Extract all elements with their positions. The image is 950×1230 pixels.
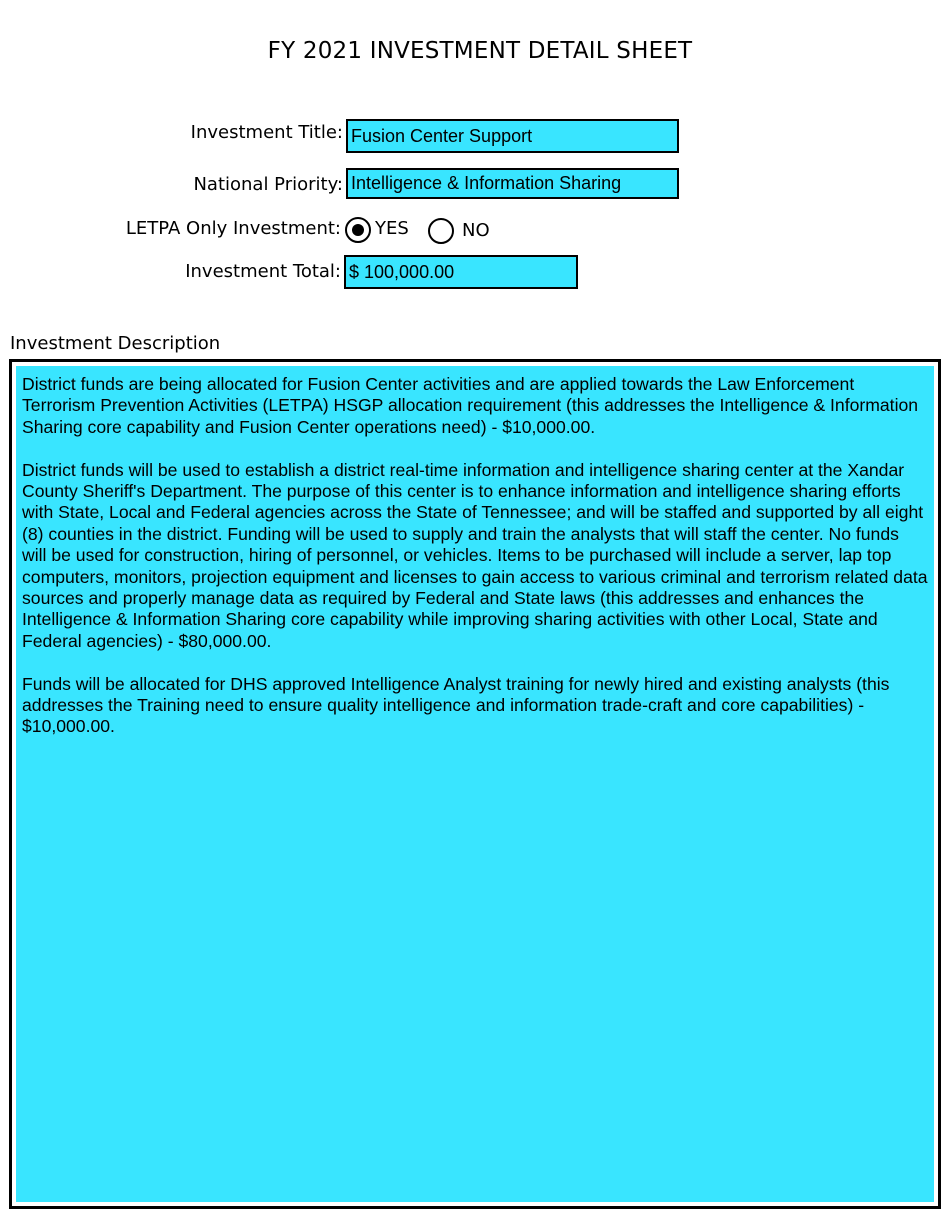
- investment-title-field[interactable]: Fusion Center Support: [346, 119, 679, 153]
- letpa-no-label: NO: [462, 220, 490, 241]
- investment-description-textarea[interactable]: [16, 366, 934, 1202]
- description-paragraph: Funds will be allocated for DHS approved Intelligence Analyst training for newly hired and existing analysts (this addresses the Training need to ensure quality intelligence and information trade-craft and core capabilities) - $10,000.00.: [22, 673, 890, 737]
- investment-description-box: [9, 359, 941, 1209]
- investment-description-label: Investment Description: [10, 333, 221, 354]
- investment-title-label: Investment Title:: [190, 122, 343, 143]
- national-priority-label: National Priority:: [193, 174, 343, 195]
- letpa-no-radio[interactable]: [428, 218, 454, 244]
- letpa-yes-label: YES: [375, 218, 409, 239]
- letpa-only-label: LETPA Only Investment:: [125, 218, 341, 239]
- investment-total-label: Investment Total:: [185, 261, 341, 282]
- description-paragraph: District funds are being allocated for Fusion Center activities and are applied towards the Law Enforcement Terrorism Prevention Activities (LETPA) HSGP allocation requirement (this addresses the Intelligence & Information Sharing core capability and Fusion Center operations need) - $10,000.00.: [22, 374, 919, 437]
- national-priority-field[interactable]: Intelligence & Information Sharing: [346, 168, 679, 199]
- page-title: FY 2021 INVESTMENT DETAIL SHEET: [267, 38, 693, 64]
- investment-total-field[interactable]: $ 100,000.00: [344, 255, 578, 289]
- letpa-yes-radio[interactable]: [345, 217, 371, 243]
- description-paragraph: District funds will be used to establish a district real-time information and intelligence sharing center at the Xandar County Sheriff's Department. The purpose of this center is to enhance information and intelligence sharing efforts with State, Local and Federal agencies across the State of Tennessee; and will be staffed and supported by all eight (8) counties in the district. Funding will be used to supply and train the analysts that will staff the center. No funds will be used for construction, hiring of personnel, or vehicles. Items to be purchased will include a server, lap top computers, monitors, projection equipment and licenses to gain access to various criminal and terrorism related data sources and properly manage data as required by Federal and State laws (this addresses and enhances the Intelligence & Information Sharing core capability while improving sharing activities with other Local, State and Federal agencies) - $80,000.00.: [22, 459, 928, 651]
